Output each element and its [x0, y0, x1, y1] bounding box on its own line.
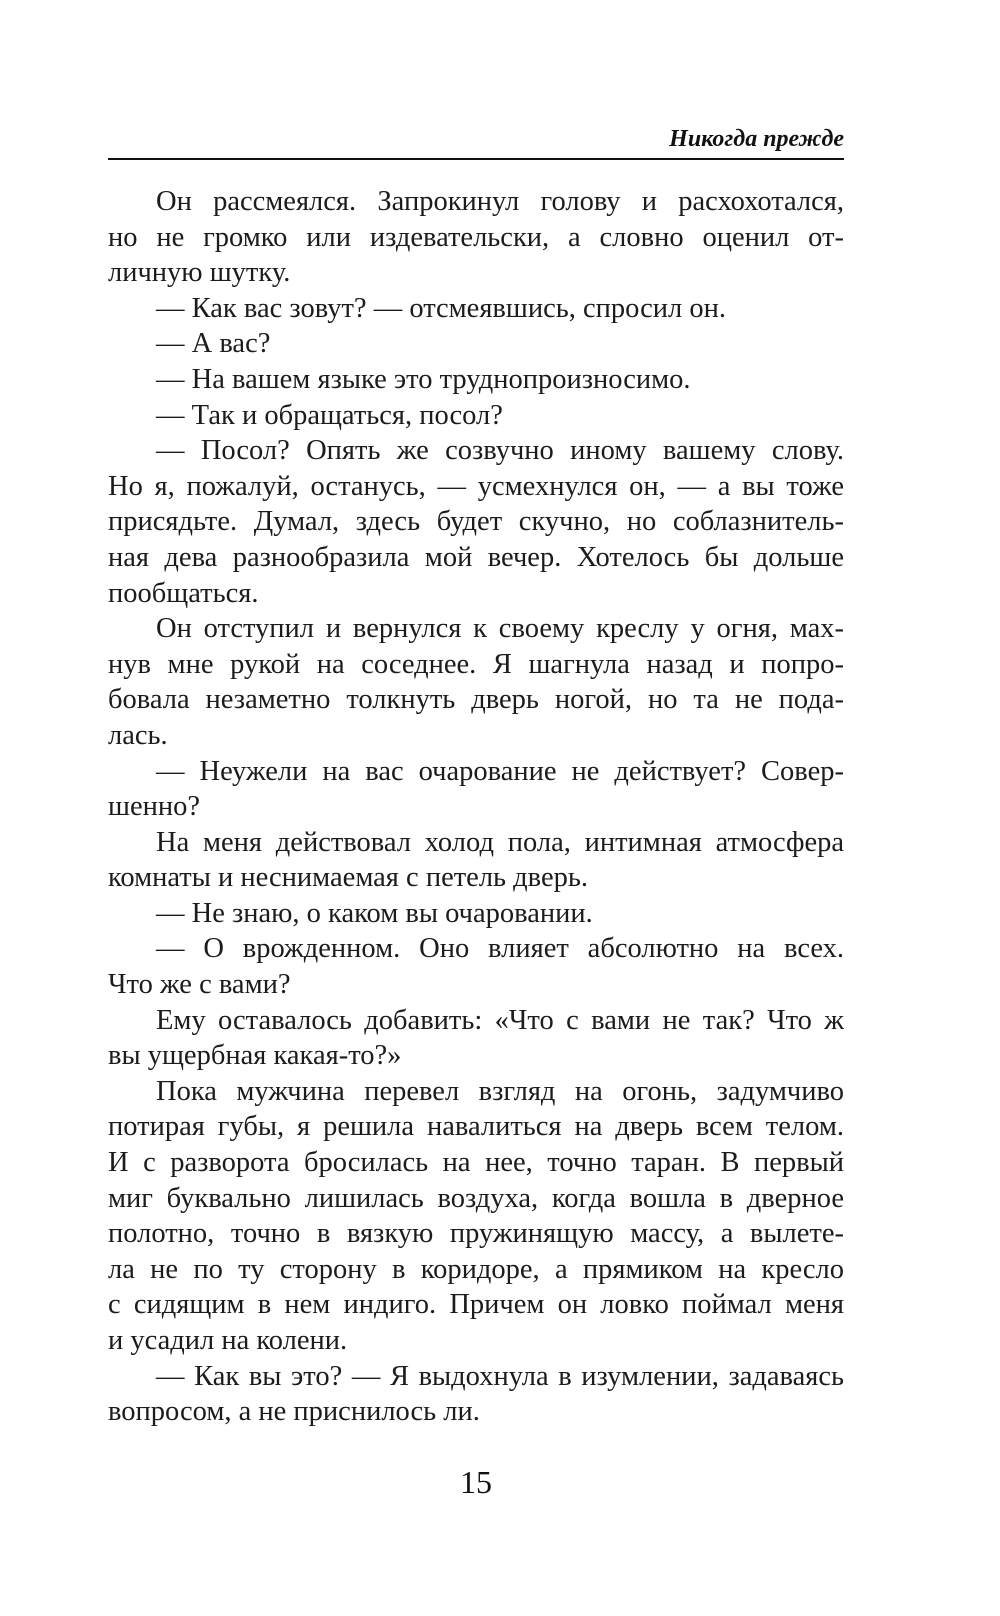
text-line: ная дева разнообразила мой вечер. Хотелось бы дольше — [108, 541, 844, 573]
text-line: Он рассмеялся. Запрокинул голову и расхохотался, — [156, 186, 844, 217]
text-line: полотно, точно в вязкую пружинящую массу, а вылете- — [108, 1218, 844, 1250]
text-line: Пока мужчина перевел взгляд на огонь, задумчиво — [156, 1075, 844, 1107]
text-line: потирая губы, я решила навалиться на дверь всем телом. — [108, 1111, 844, 1143]
text-line: миг буквально лишилась воздуха, когда вошла в дверное — [108, 1182, 844, 1214]
text-line: личную шутку. — [108, 257, 291, 289]
text-line: вы ущербная какая-то?» — [108, 1040, 402, 1072]
text-line: Что же с вами? — [108, 969, 291, 1001]
text-line: — Не знаю, о каком вы очаровании. — [156, 897, 593, 929]
running-title: Никогда прежде — [669, 126, 844, 152]
text-line: Ему оставалось добавить: «Что с вами не так? Что ж — [156, 1004, 844, 1036]
text-line: присядьте. Думал, здесь будет скучно, но соблазнитель- — [108, 506, 844, 538]
text-line: но не громко или издевательски, а словно оценил от- — [108, 221, 844, 253]
text-line: лась. — [108, 719, 168, 751]
text-line: — Так и обращаться, посол? — [156, 399, 503, 431]
text-line: — Неужели на вас очарование не действует? Совер- — [156, 755, 844, 787]
text-line: Он отступил и вернулся к своему креслу у огня, мах- — [156, 613, 844, 645]
text-line: и усадил на колени. — [108, 1325, 348, 1356]
page-number: 15 — [460, 1464, 492, 1500]
text-line: вопросом, а не приснилось ли. — [108, 1396, 480, 1428]
text-line: — А вас? — [156, 328, 271, 360]
body-text — [108, 184, 844, 1430]
text-line: И с разворота бросилась на нее, точно таран. В первый — [108, 1147, 844, 1179]
text-line: с сидящим в нем индиго. Причем он ловко поймал меня — [108, 1289, 844, 1321]
text-line: На меня действовал холод пола, интимная атмосфера — [156, 826, 844, 858]
text-line: — О врожденном. Оно влияет абсолютно на всех. — [156, 933, 844, 965]
text-line: ла не по ту сторону в коридоре, а прямиком на кресло — [108, 1253, 844, 1285]
text-line: нув мне рукой на соседнее. Я шагнула назад и попро- — [108, 648, 844, 680]
text-line: — Посол? Опять же созвучно иному вашему слову. — [156, 435, 844, 467]
text-line: — На вашем языке это труднопроизносимо. — [156, 363, 691, 395]
text-line: бовала незаметно толкнуть дверь ногой, но та не пода- — [108, 684, 844, 716]
text-line: комнаты и неснимаемая с петель дверь. — [108, 862, 588, 894]
header-rule — [108, 158, 844, 160]
text-line: шенно? — [108, 791, 200, 823]
text-line: — Как вас зовут? — отсмеявшись, спросил он. — [156, 292, 726, 324]
text-line: пообщаться. — [108, 577, 259, 609]
text-line: Но я, пожалуй, останусь, — усмехнулся он, — а вы тоже — [108, 470, 844, 502]
text-line: — Как вы это? — Я выдохнула в изумлении, задаваясь — [156, 1360, 844, 1392]
